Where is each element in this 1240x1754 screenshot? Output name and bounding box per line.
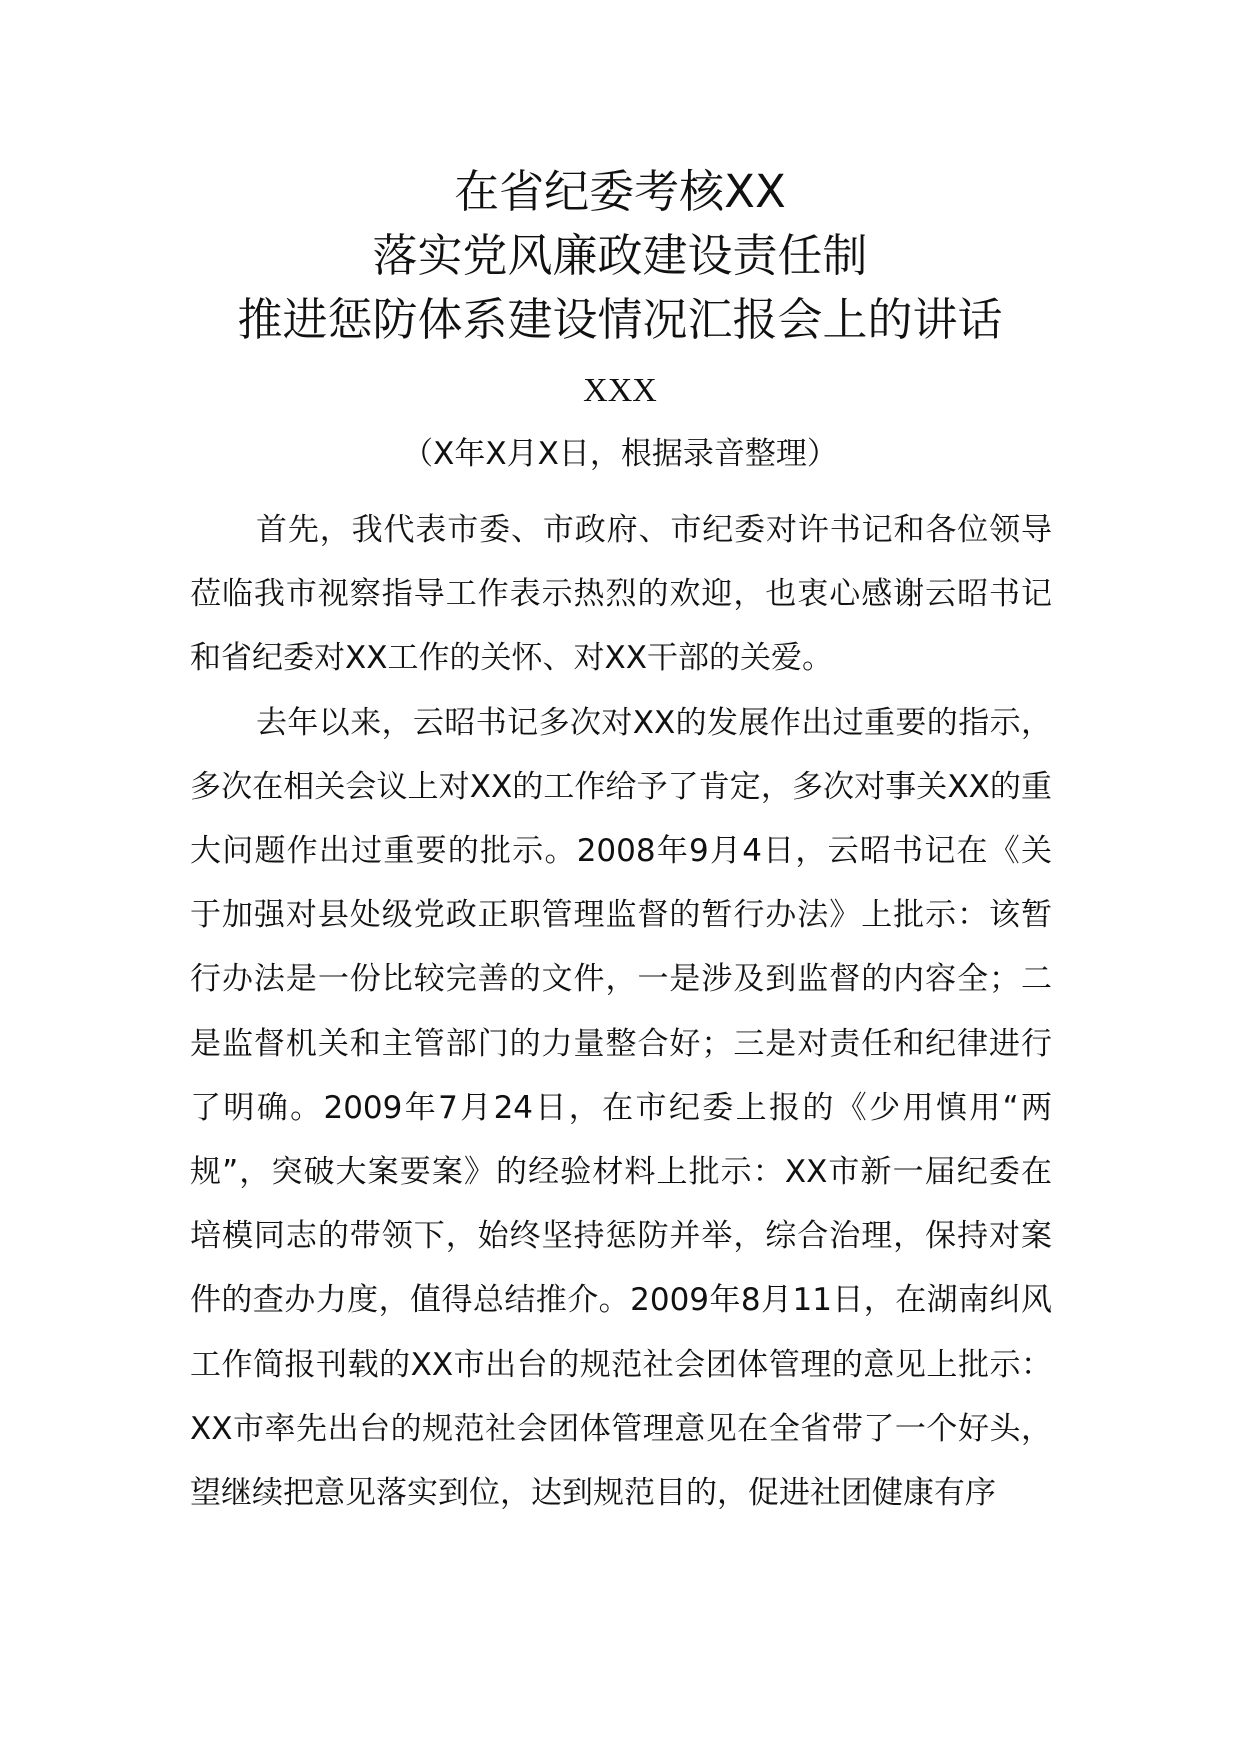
author-name: XXX (583, 372, 657, 409)
paragraph-1: 首先，我代表市委、市政府、市纪委对许书记和各位领导莅临我市视察指导工作表示热烈的欢迎，也衷心感谢云昭书记和省纪委对XX工作的关怀、对XX干部的关爱。 (190, 512, 1052, 677)
title-line-3: 推进惩防体系建设情况汇报会上的讲话 (237, 293, 1003, 346)
body-text (190, 498, 1052, 1525)
title-line-2: 落实党风廉政建设责任制 (372, 229, 868, 282)
title-line-1: 在省纪委考核XX (454, 165, 786, 218)
document-title (0, 160, 1240, 352)
paragraph-2: 去年以来，云昭书记多次对XX的发展作出过重要的指示，多次在相关会议上对XX的工作给予了肯定，多次对事关XX的重大问题作出过重要的批示。2008年9月4日，云昭书记在《关于加强对县处级党政正职管理监督的暂行办法》上批示：该暂行办法是一份比较完善的文件，一是涉及到监督的内容全；二是监督机关和主管部门的力量整合好；三是对责任和纪律进行了明确。2009年7月24日，在市纪委上报的《少用慎用“两规”，突破大案要案》的经验材料上批示：XX市新一届纪委在培模同志的带领下，始终坚持惩防并举，综合治理，保持对案件的查办力度，值得总结推介。2009年8月11日，在湖南纠风工作简报刊载的XX市出台的规范社会团体管理的意见上批示：XX市率先出台的规范社会团体管理意见在全省带了一个好头，望继续把意见落实到位，达到规范目的，促进社团健康有序 (190, 704, 1052, 1512)
date-note: （X年X月X日，根据录音整理） (402, 436, 838, 472)
